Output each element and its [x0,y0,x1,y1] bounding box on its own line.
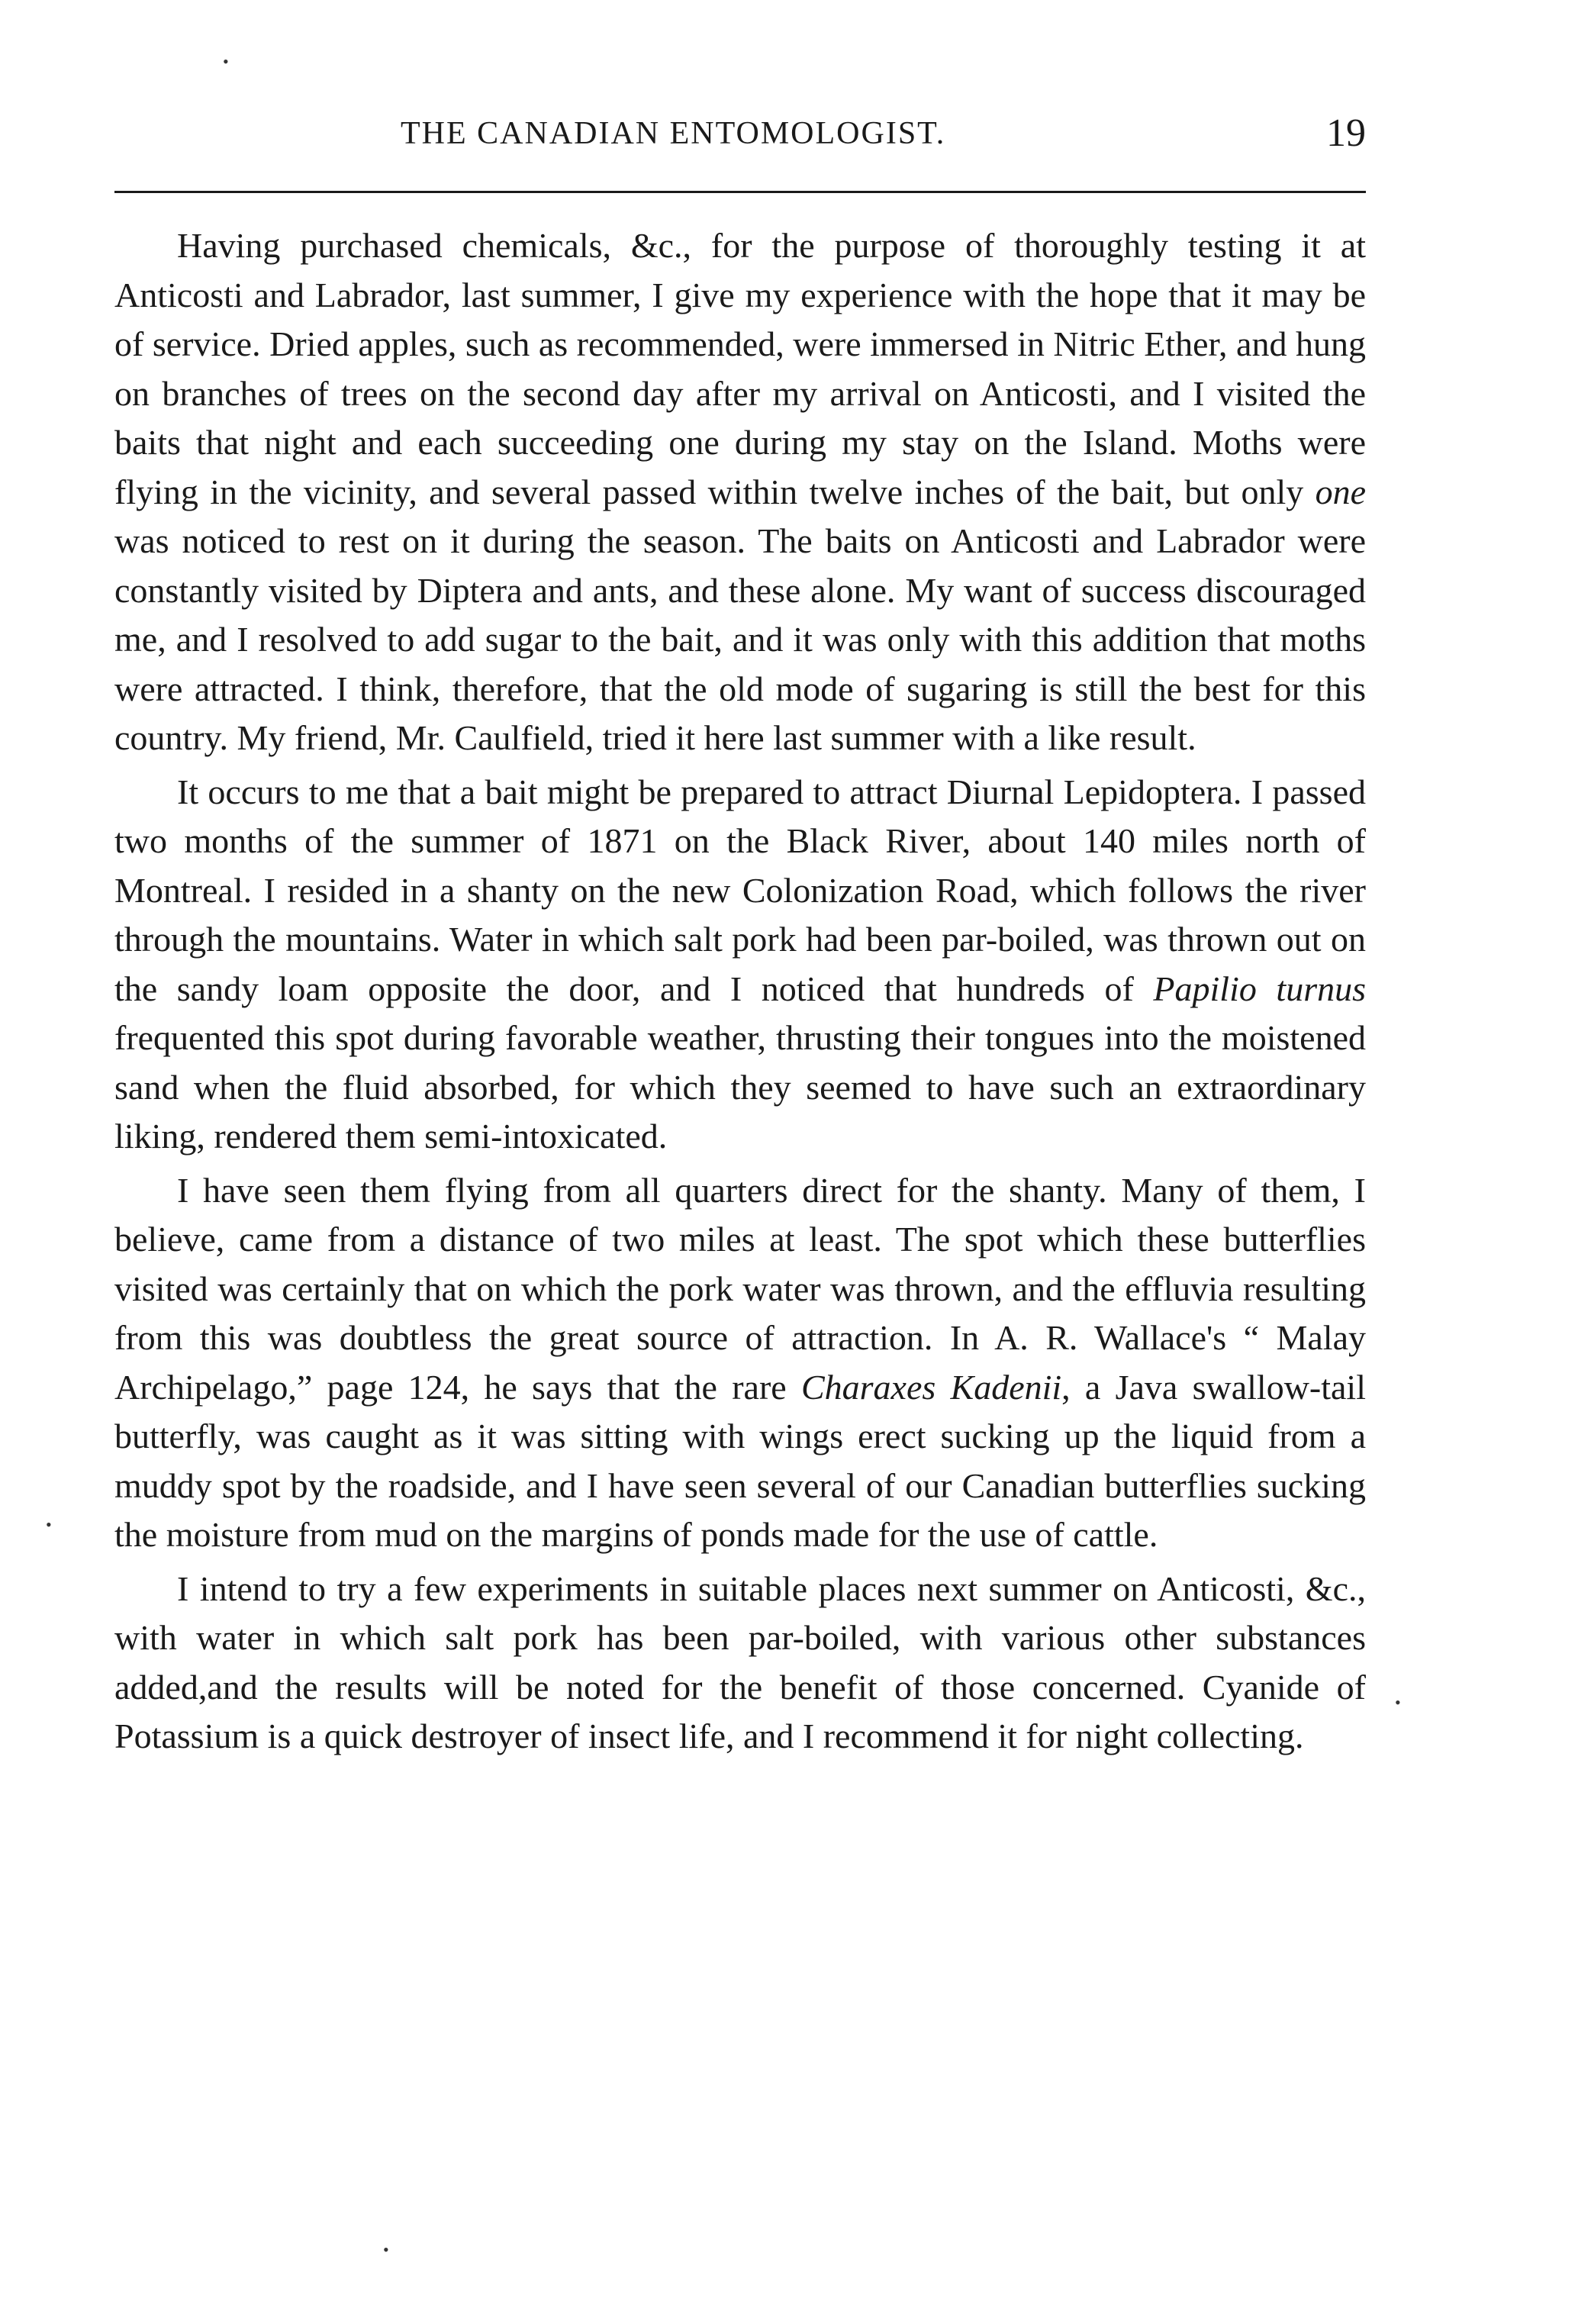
paragraph [114,768,1366,1162]
print-speck: • [1395,1693,1401,1712]
emphasis-run: one [1315,472,1366,511]
text-run: I have seen them flying from all quarters direct for the shanty. Many of them, I believe, came from a distance of two miles at least. The spot which these butterflies visited was certainly that on which the pork water was thrown, and the effluvia resulting from this was doubtless the great source of attraction. In A. R. Wallace's “ Malay Archipelago,” page 124, he says that the rare [114,1170,1366,1407]
text-run: , a Java swallow-tail butterfly, was caught as it was sitting with wings erect sucking up the liquid from a muddy spot by the roadside, and I have seen several of our Canadian butterflies sucking the moisture from mud on the margins of ponds made for the use of cattle. [114,1367,1366,1554]
paragraph [114,221,1366,763]
text-run: It occurs to me that a bait might be prepared to attract Diurnal Lepidoptera. I passed two months of the summer of 1871 on the Black River, about 140 miles north of Montreal. I resided in a shanty on the new Colonization Road, which follows the river through the mountains. Water in which salt pork had been par-boiled, was thrown out on the sandy loam opposite the door, and I noticed that hundreds of [114,772,1366,1008]
running-head [114,111,1366,156]
running-title: THE CANADIAN ENTOMOLOGIST. [401,116,946,151]
print-speck: • [46,1515,52,1534]
species-name: Papilio turnus [1153,969,1366,1008]
paragraph [114,1565,1366,1762]
text-run: I intend to try a few experiments in suitable places next summer on Anticosti, &c., with water in which salt pork has been par-boiled, with various other substances added,and the results will be noted for the benefit of those concerned. Cyanide of Potassium is a quick destroyer of insect life, and I recommend it for night collecting. [114,1568,1366,1755]
article-body [114,221,1366,1762]
species-name: Charaxes Kadenii [800,1367,1062,1407]
print-speck: • [223,52,229,71]
header-rule [114,191,1366,193]
print-speck: • [383,2240,389,2259]
page-number: 19 [1326,111,1366,155]
text-run: Having purchased chemicals, &c., for the purpose of thoroughly testing it at Anticosti and Labrador, last summer, I give my experience with the hope that it may be of service. Dried apples, such as recommended, were immersed in Nitric Ether, and hung on branches of trees on the second day after my arrival on Anticosti, and I visited the baits that night and each succeeding one during my stay on the Island. Moths were flying in the vicinity, and several passed within twelve inches of the bait, but only [114,226,1366,511]
text-run: frequented this spot during favorable weather, thrusting their tongues into the moistened sand when the fluid absorbed, for which they seemed to have such an extraordinary liking, rendered them semi-intoxicated. [114,1018,1366,1156]
text-run: was noticed to rest on it during the season. The baits on Anticosti and Labrador were constantly visited by Diptera and ants, and these alone. My want of success discouraged me, and I resolved to add sugar to the bait, and it was only with this addition that moths were attracted. I think, therefore, that the old mode of sugaring is still the best for this country. My friend, Mr. Caulfield, tried it here last summer with a like result. [114,521,1366,757]
paragraph [114,1166,1366,1560]
